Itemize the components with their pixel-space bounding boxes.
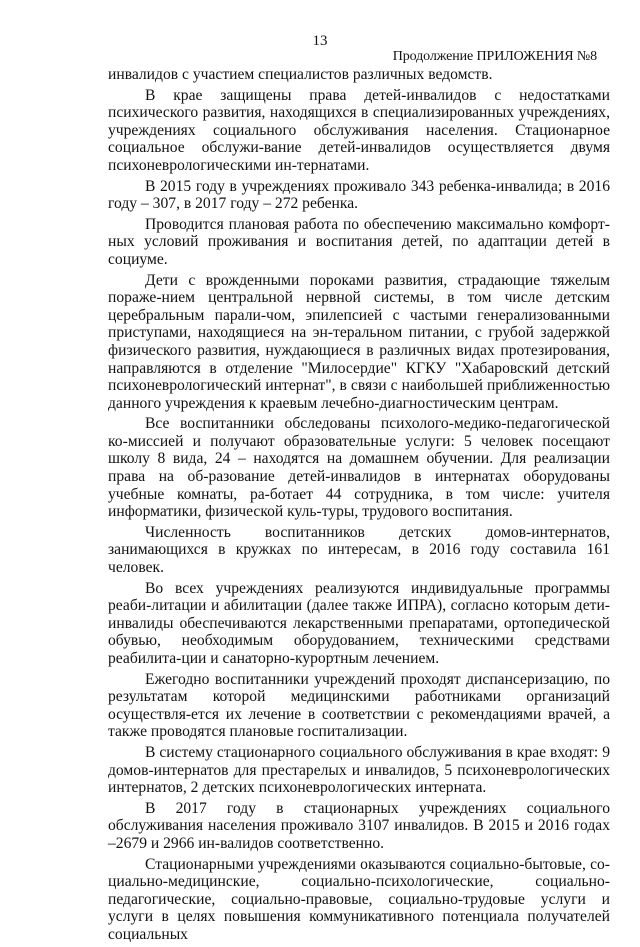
paragraph: Ежегодно воспитанники учреждений проходят диспансеризацию, по результатам которой медицинскими работниками организаций осуществля-ется их лечение в соответствии с рекомендациями врачей, а также проводятся плановые госпитализации.: [108, 670, 610, 741]
paragraph: Проводится плановая работа по обеспечению максимально комфорт-ных условий проживания и воспитания детей, по адаптации детей в социуме.: [108, 215, 610, 268]
paragraph: В систему стационарного социального обслуживания в крае входят: 9 домов-интернатов для престарелых и инвалидов, 5 психоневрологических интернатов, 2 детских психоневрологических интерната.: [108, 743, 610, 797]
appendix-continuation-label: Продолжение ПРИЛОЖЕНИЯ №8: [392, 49, 597, 64]
paragraph: В 2017 году в стационарных учреждениях социального обслуживания населения проживало 3107 инвалидов. В 2015 и 2016 годах –2679 и 2966 ин-валидов соответственно.: [108, 799, 610, 852]
paragraph: Во всех учреждениях реализуются индивидуальные программы реаби-литации и абилитации (далее также ИПРА), согласно которым дети-инвалиды обеспечиваются лекарственными препаратами, ортопедической обувью, необходимым оборудованием, техническими средствами реабилита-ции и санаторно-курортным лечением.: [108, 579, 610, 667]
paragraph-continued: инвалидов с участием специалистов различных ведомств.: [108, 66, 493, 83]
paragraph: Дети с врожденными пороками развития, страдающие тяжелым пораже-нием центральной нервной системы, в том числе детским церебральным парали-чом, эпилепсией с частыми генерализованными приступами, находящиеся на эн-теральном питании, с грубой задержкой физического развития, нуждающиеся в различных видах протезирования, направляются в отделение "Милосердие" КГКУ "Хабаровский детский психоневрологический интернат", в связи с наибольшей приближенностью данного учреждения к краевым лечебно-диагностическим центрам.: [108, 271, 610, 412]
page-number: 13: [312, 33, 328, 49]
paragraph: Численность воспитанников детских домов-интернатов, занимающихся в кружках по интересам, в 2016 году составила 161 человек.: [108, 523, 610, 577]
paragraph: Стационарными учреждениями оказываются социально-бытовые, со-циально-медицинские, социально-психологические, социально-педагогические, социально-правовые, социально-трудовые услуги и услуги в целях повышения коммуникативного потенциала получателей социальных: [108, 855, 610, 943]
body-text: [108, 66, 610, 947]
paragraph: В 2015 году в учреждениях проживало 343 ребенка-инвалида; в 2016 году – 307, в 2017 году – 272 ребенка.: [108, 177, 610, 213]
paragraph: Все воспитанники обследованы психолого-медико-педагогической ко-миссией и получают образовательные услуги: 5 человек посещают школу 8 вида, 24 – находятся на домашнем обучении. Для реализации права на об-разование детей-инвалидов в интернатах оборудованы учебные комнаты, ра-ботает 44 сотрудника, в том числе: учителя информатики, физической куль-туры, трудового воспитания.: [108, 415, 610, 521]
paragraph: В крае защищены права детей-инвалидов с недостатками психического развития, находящихся в специализированных учреждениях, учреждениях социального обслуживания населения. Стационарное социальное обслужи-вание детей-инвалидов осуществляется двумя психоневрологическими ин-тернатами.: [108, 86, 610, 174]
